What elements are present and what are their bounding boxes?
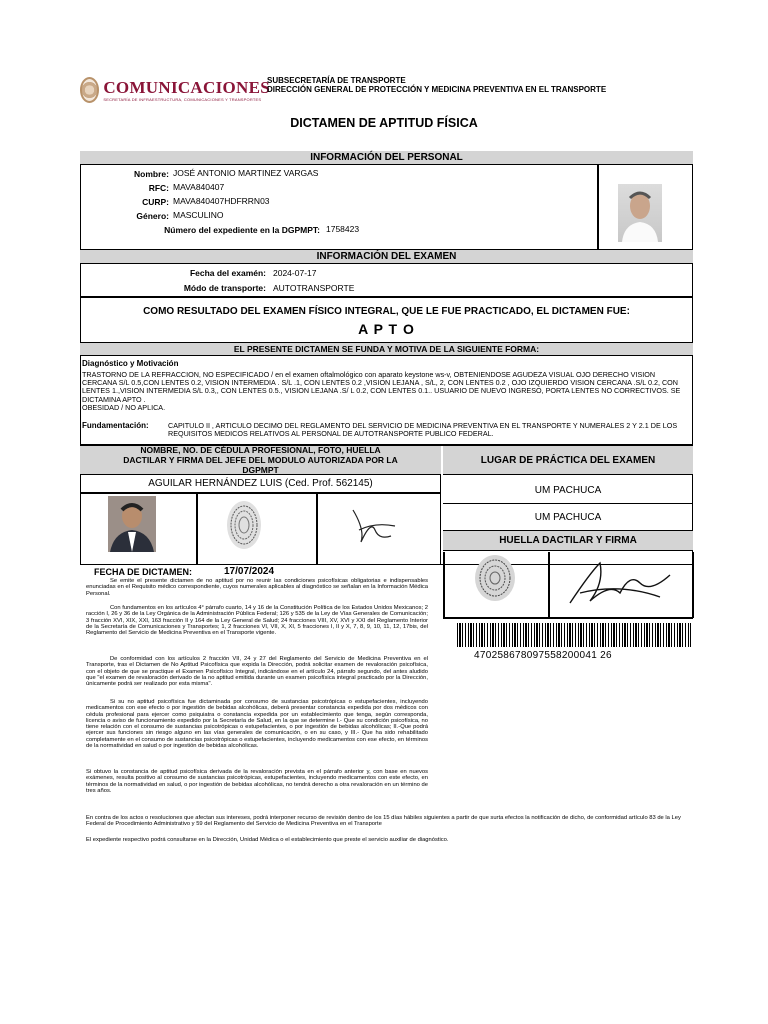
footer-recurso: En contra de los actos o resoluciones que afectan sus intereses, podrá interponer recurso de revisión dentro de los 15 días hábiles siguientes a partir de que surta efectos la notificación de dicho, de conformidad artículo 83 de la Ley Federal de Procedimiento Administrativo y 59 del Reglamento del Servicio de Medicina Preventiva en el Transporte bbox=[86, 815, 681, 828]
nombre-value: JOSÉ ANTONIO MARTINEZ VARGAS bbox=[173, 168, 319, 178]
personal-section-header: INFORMACIÓN DEL PERSONAL bbox=[80, 151, 693, 165]
fecha-dictamen-value: 17/07/2024 bbox=[224, 566, 275, 577]
transport-mode-label: Módo de transporte: bbox=[183, 283, 266, 293]
divider bbox=[443, 617, 693, 619]
photo-divider bbox=[597, 165, 599, 249]
footer-expediente: El expediente respectivo podrá consultarse en la Dirección, Unidad Médica o el establecimiento que preste el servicio auxiliar de diagnóstico. bbox=[86, 837, 449, 843]
exam-section-header: INFORMACIÓN DEL EXAMEN bbox=[80, 249, 693, 264]
header-agency bbox=[267, 76, 606, 94]
jefe-photo bbox=[108, 496, 156, 552]
legal-paragraph: Con fundamentos en los artículos 4° párrafo cuarto, 14 y 16 de la Constitución Política de los Estados Unidos Mexicanos; 2 racción I, 26 y 36 de la Ley Orgánica de la Administración Pública Federal; 126 y 535 de la Ley de Vías Generales de Comunicación; 3 fracción XVI, XIX, XXI, 163 fracción II y 164 de la Ley General de Salud; 24 fracciones VIII, XV, XVI y XXI del Reglamento Interior de la Secretaría de Comunicaciones y Transportes; 1, 2 fracciones VI, VII, X, XI, 5 fracciones I, II y X, 7, 8, 9, 10, 11, 12, 17bis, del Reglamento del Servicio de Medicina Preventiva en el Transporte vigente. bbox=[86, 605, 428, 637]
rfc-value: MAVA840407 bbox=[173, 182, 225, 192]
legal-paragraph: Se emite el presente dictamen de no aptitud por no reunir las condiciones psicofísicas obligatorias e indispensables enunciadas en el Requisito médico correspondiente, cuyos numerales aplicables al diagnóstico se señalan en la Información Médica Personal. bbox=[86, 578, 428, 597]
divider bbox=[316, 493, 318, 565]
diagnosis-text-2: OBESIDAD / NO APLICA. bbox=[82, 403, 166, 412]
nombre-label: Nombre: bbox=[134, 169, 169, 179]
huella-header: HUELLA DACTILAR Y FIRMA bbox=[443, 531, 693, 551]
exam-date-value: 2024-07-17 bbox=[273, 268, 317, 278]
applicant-photo bbox=[618, 184, 662, 242]
fecha-dictamen-label: FECHA DE DICTAMEN: bbox=[94, 567, 192, 577]
legal-paragraph: Si su no aptitud psicofísica fue dictaminada por consumo de sustancias psicotrópicas o estupefacientes, incluyendo medicamentos con ese efecto o por ingestión de bebidas alcohólicas, deberá presentar constancia expedida por dos médicos con cédula profesional para ejercer como psiquiatra o constancia expedida por un establecimiento que tenga, según corresponda, licencia o aviso de funcionamiento expedido por la Secretaría de Salud, en la que se determine I.- Que su condición psicofísica, no tiene relación con el consumo de sustancias psicotrópicas o estupefacientes, o por ingestión de bebidas alcohólicas; II.-Que podrá ejercer sus funciones sin riesgo alguno en las vías generales de comunicación, o en su caso, y III.- Que ha sido rehabilitado completamente en el consumo de sustancias psicotrópicas o estupefacientes, incluyendo medicamentos con ese efecto, en términos de la normatividad en salud o por ingestión de bebidas alcohólicas. bbox=[86, 699, 428, 750]
jefe-name: AGUILAR HERNÁNDEZ LUIS (Ced. Prof. 562145) bbox=[148, 478, 373, 489]
lugar-header: LUGAR DE PRÁCTICA DEL EXAMEN bbox=[443, 446, 693, 475]
brand-name: COMUNICACIONES bbox=[103, 77, 270, 97]
comunicaciones-logo bbox=[80, 75, 270, 105]
transport-mode-value: AUTOTRANSPORTE bbox=[273, 283, 355, 293]
curp-label: CURP: bbox=[142, 197, 169, 207]
direccion: DIRECCIÓN GENERAL DE PROTECCIÓN Y MEDICINA PREVENTIVA EN EL TRANSPORTE bbox=[267, 85, 607, 94]
curp-value: MAVA840407HDFRRN03 bbox=[173, 196, 270, 206]
genero-label: Género: bbox=[136, 211, 169, 221]
diagnosis-label: Diagnóstico y Motivación bbox=[82, 359, 179, 368]
barcode bbox=[457, 623, 691, 647]
page-title: DICTAMEN DE APTITUD FÍSICA bbox=[290, 116, 478, 130]
divider bbox=[80, 492, 441, 494]
expediente-value: 1758423 bbox=[326, 224, 360, 234]
divider bbox=[196, 493, 198, 565]
lugar-value-2: UM PACHUCA bbox=[443, 505, 693, 531]
legal-paragraph: De conformidad con los artículos 2 fracción VII, 24 y 27 del Reglamento del Servicio de Medicina Preventiva en el Transporte, tras el Dictamen de No Aptitud Psicofísica que expida la Dirección, podrá solicitar examen de revaloración psicofísica, con el objeto de que se practique el Examen Psicofísico Integral, indicándose en el artículo 24, párrafo segundo, del antes aludido que "el examen de revaloración derivado de la no aptitud emitida durante un examen psicofísica integral practicado por la Dirección, únicamente podrá ser realizado por esta misma". bbox=[86, 656, 428, 688]
divider bbox=[692, 552, 694, 618]
government-seal-icon bbox=[80, 77, 99, 103]
subsecretaria: SUBSECRETARÍA DE TRANSPORTE bbox=[267, 76, 406, 85]
expediente-label: Número del expediente en la DGPMPT: bbox=[164, 225, 320, 235]
jefe-fingerprint-icon bbox=[222, 497, 266, 552]
dictamen-result: A P T O bbox=[358, 321, 415, 337]
diagnosis-text: TRASTORNO DE LA REFRACCION, NO ESPECIFICADO / en el examen oftalmológico con aparato keystone ws-v, OBTENIENDOSE AGUDEZA VISUAL OJO DERECHO VISION CERCANA S/L 0.5,CON LENTES 0.2, VISION INTERMEDIA . S/L .1, CON LENTES 0.2 ,VISION LEJANA , S/L, 2, CON LENTES 0.2 , OJO IZQUIERDO VISION CERCANA .S/L 0.2, CON LENTES 1.,VISION INTERMEDIA S/L 0.3,, CON LENTES 0.5., VISION LEJANA .S/ L 0.2, CON LENTES 0.1.. USUARIO DE NUEVO INGRESO, PORTA LENTES NO CORRECTIVOS. SE DICTAMINA APTO . bbox=[82, 370, 681, 404]
brand-subtitle: SECRETARÍA DE INFRAESTRUCTURA, COMUNICACIONES Y TRANSPORTES bbox=[103, 96, 262, 102]
divider bbox=[80, 296, 693, 298]
genero-value: MASCULINO bbox=[173, 210, 224, 220]
lugar-value-1: UM PACHUCA bbox=[443, 477, 693, 504]
applicant-signature-icon bbox=[560, 553, 680, 615]
divider bbox=[443, 552, 445, 618]
rfc-label: RFC: bbox=[148, 183, 169, 193]
result-statement: COMO RESULTADO DEL EXAMEN FÍSICO INTEGRAL, QUE LE FUE PRACTICADO, EL DICTAMEN FUE: bbox=[143, 306, 630, 317]
applicant-fingerprint-icon bbox=[470, 553, 520, 603]
barcode-number: 470258678097558200041 26 bbox=[474, 650, 612, 661]
divider bbox=[548, 552, 550, 618]
fundamentacion-text: CAPITULO II , ARTICULO DECIMO DEL REGLAMENTO DEL SERVICIO DE MEDICINA PREVENTIVA EN EL TRANSPORTE Y NUMERALES 2 Y 2.1 DE LOS REQUISITOS MEDICOS RELATIVOS AL PERSONAL DE AUTOTRANSPORTE PUBLICO FEDERAL. bbox=[168, 421, 678, 439]
funda-bar: EL PRESENTE DICTAMEN SE FUNDA Y MOTIVA DE LA SIGUIENTE FORMA: bbox=[80, 342, 693, 356]
jefe-signature-icon bbox=[345, 500, 399, 550]
jefe-header: NOMBRE, NO. DE CÉDULA PROFESIONAL, FOTO, HUELLA DACTILAR Y FIRMA DEL JEFE DEL MODULO AUTORIZADA POR LA DGPMPT bbox=[80, 446, 441, 475]
fundamentacion-label: Fundamentación: bbox=[82, 421, 149, 430]
exam-date-label: Fecha del examén: bbox=[189, 268, 266, 278]
legal-paragraph: Si obtuvo la constancia de aptitud psicofísica derivada de la revaloración prevista en el párrafo anterior y, con base en nuevos exámenes, resulta positivo al consumo de sustancias psicotrópicas, estupefacientes, incluyendo medicamentos con este efecto, en términos de la normatividad en salud, o por ingestión de bebidas alcohólicas, no tendrá derecho a otra revaloración en un término de tres años. bbox=[86, 769, 428, 794]
